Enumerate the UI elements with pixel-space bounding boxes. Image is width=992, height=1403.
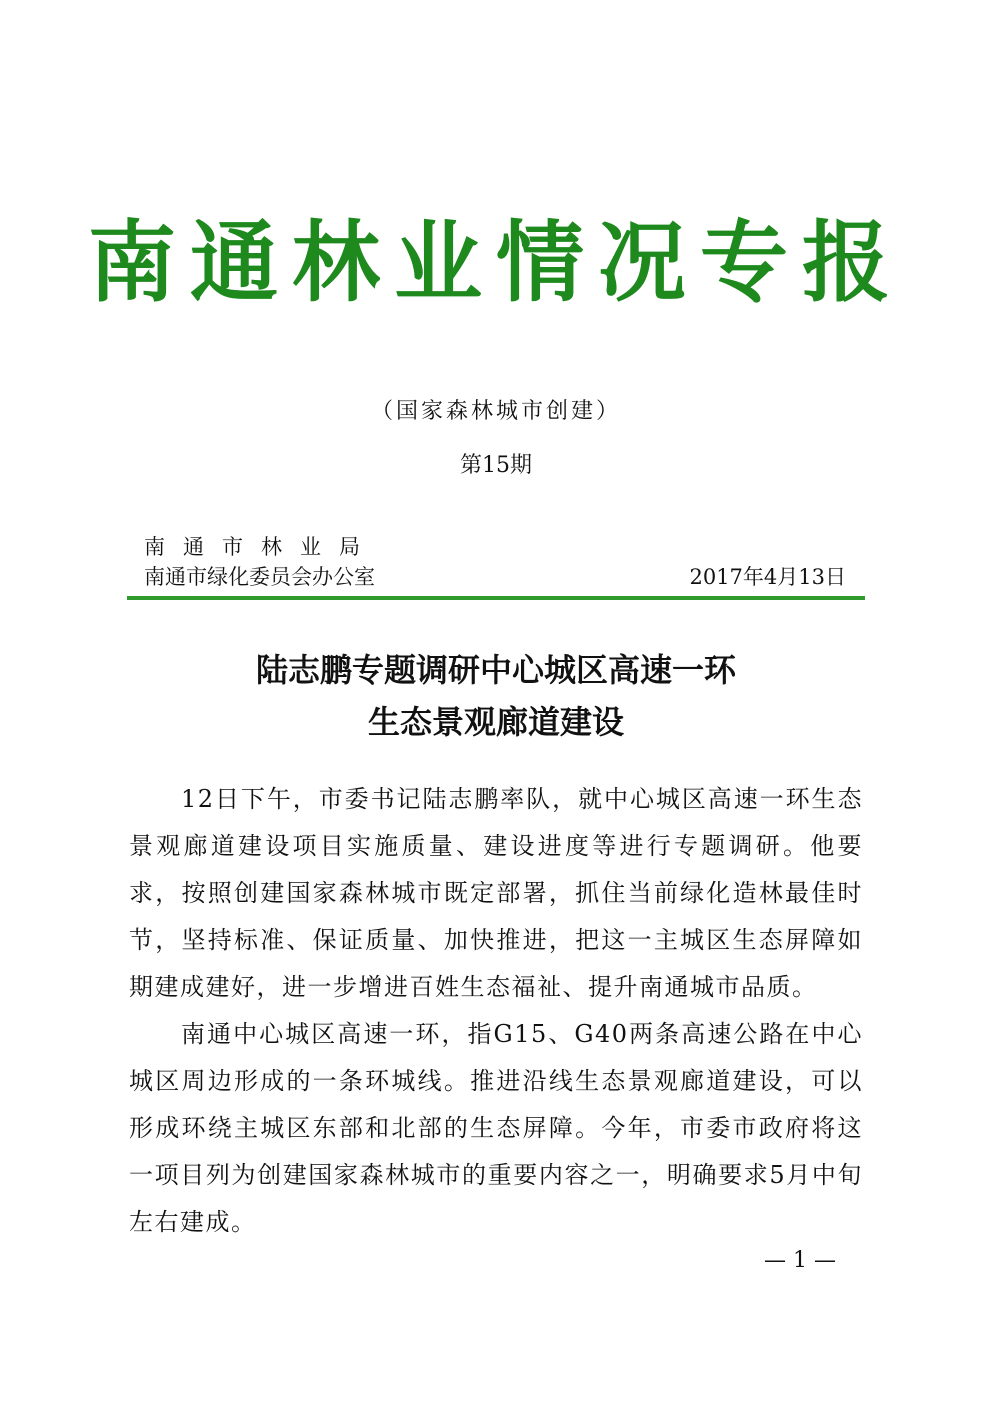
article-title-line1: 陆志鹏专题调研中心城区高速一环 xyxy=(255,651,736,689)
masthead-title: 南通林业情况专报 xyxy=(87,211,904,314)
issuer-org-forestry-bureau: 南通市林业局 xyxy=(144,535,378,559)
paragraph: 12日下午，市委书记陆志鹏率队，就中心城区高速一环生态景观廊道建设项目实施质量、建设进度等进行专题调研。他要求，按照创建国家森林城市既定部署，抓住当前绿化造林最佳时节，坚持标准、保证质量、加快推进，把这一主城区生态屏障如期建成建好，进一步增进百姓生态福祉、提升南通城市品质。 xyxy=(129,785,863,1001)
issue-number: 第15期 xyxy=(460,453,532,478)
article-title-line2: 生态景观廊道建设 xyxy=(367,703,624,741)
article-body xyxy=(129,776,863,1246)
subtitle: （国家森林城市创建） xyxy=(370,399,621,424)
issuer-org-greening-office: 南通市绿化委员会办公室 xyxy=(144,565,375,589)
issue-date: 2017年4月13日 xyxy=(689,565,846,589)
page-number: — 1 — xyxy=(764,1248,836,1273)
header-divider xyxy=(127,596,865,600)
paragraph: 南通中心城区高速一环，指G15、G40两条高速公路在中心城区周边形成的一条环城线。推进沿线生态景观廊道建设，可以形成环绕主城区东部和北部的生态屏障。今年，市委市政府将这一项目列为创建国家森林城市的重要内容之一，明确要求5月中旬左右建成。 xyxy=(129,1020,863,1236)
